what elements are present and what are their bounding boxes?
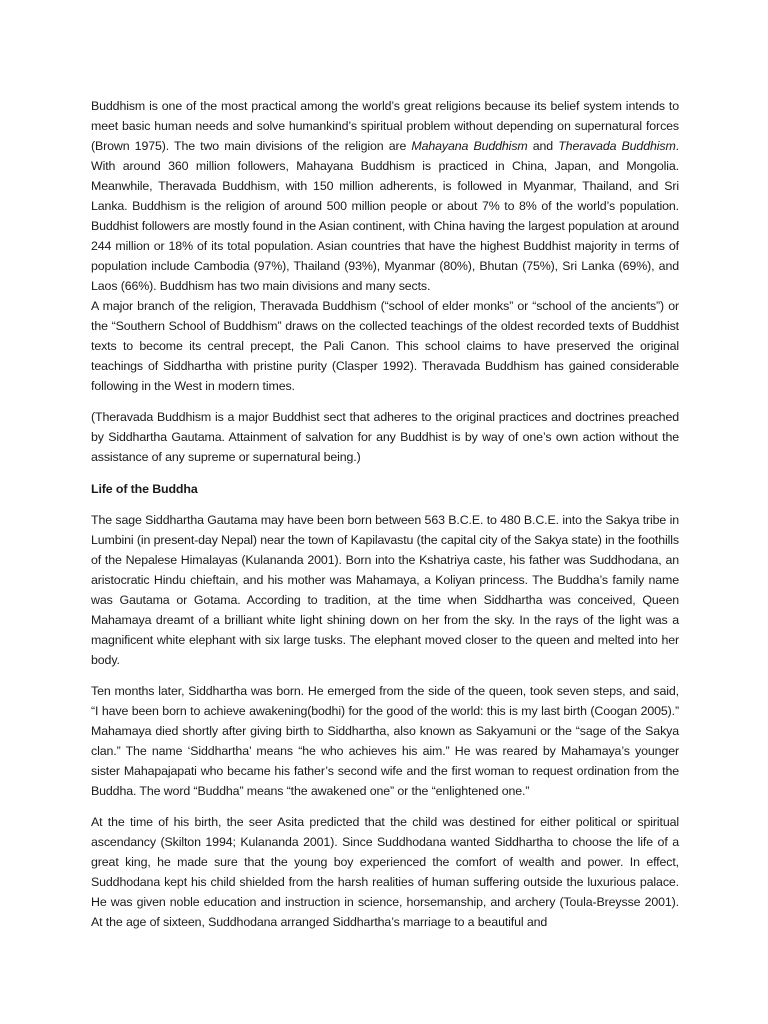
intro-text-after: . With around 360 million followers, Mahayana Buddhism is practiced in China, Japan, and Mongolia. Meanwhile, Theravada Buddhism, with 150 million adherents, is followed in Myanmar, Thailand, and Sri Lanka. Buddhism is the religion of around 500 million people or about 7% to 8% of the world’s population. Buddhist followers are mostly found in the Asian continent, with China having the largest population at around 244 million or 18% of its total population. Asian countries that have the highest Buddhist majority in terms of population include Cambodia (97%), Thailand (93%), Myanmar (80%), Bhutan (75%), Sri Lanka (69%), and Laos (66%). Buddhism has two main divisions and many sects.	[91, 139, 679, 293]
section-heading: Life of the Buddha	[91, 482, 198, 496]
childhood-paragraph: At the time of his birth, the seer Asita predicted that the child was destined for either political or spiritual ascendancy (Skilton 1994; Kulananda 2001). Since Suddhodana wanted Siddhartha to choose the life of a great king, he made sure that the young boy experienced the comfort of wealth and power. In effect, Suddhodana kept his child shielded from the harsh realities of human suffering outside the luxurious palace. He was given noble education and instruction in science, horsemanship, and archery (Toula-Breysse 2001). At the age of sixteen, Suddhodana arranged Siddhartha’s marriage to a beautiful and	[91, 815, 679, 929]
mahayana-term: Mahayana Buddhism	[411, 139, 528, 153]
note-paragraph: (Theravada Buddhism is a major Buddhist sect that adheres to the original practices and doctrines preached by Siddhartha Gautama. Attainment of salvation for any Buddhist is by way of one’s own action without the assistance of any supreme or supernatural being.)	[91, 410, 679, 464]
birth-paragraph: The sage Siddhartha Gautama may have been born between 563 B.C.E. to 480 B.C.E. into the Sakya tribe in Lumbini (in present-day Nepal) near the town of Kapilavastu (the capital city of the Sakya state) in the foothills of the Nepalese Himalayas (Kulananda 2001). Born into the Kshatriya caste, his father was Suddhodana, an aristocratic Hindu chieftain, and his mother was Mahamaya, a Koliyan princess. The Buddha’s family name was Gautama or Gotama. According to tradition, at the time when Siddhartha was conceived, Queen Mahamaya dreamt of a brilliant white light shining down on her from the sky. In the rays of the light was a magnificent white elephant with six large tusks. The elephant moved closer to the queen and melted into her body.	[91, 513, 679, 667]
document-body	[91, 96, 679, 932]
siddhartha-paragraph: Ten months later, Siddhartha was born. He emerged from the side of the queen, took seven steps, and said, “I have been born to achieve awakening(bodhi) for the good of the world: this is my last birth (Coogan 2005).” Mahamaya died shortly after giving birth to Siddhartha, also known as Sakyamuni or the “sage of the Sakya clan.” The name ‘Siddhartha’ means “he who achieves his aim.” He was reared by Mahamaya’s younger sister Mahapajapati who became his father’s second wife and the first woman to request ordination from the Buddha. The word “Buddha” means “the awakened one” or the “enlightened one.”	[91, 684, 679, 798]
intro-paragraph	[91, 96, 679, 296]
intro-text-before: Buddhism is one of the most practical among the world’s great religions because its belief system intends to meet basic human needs and solve humankind’s spiritual problem without depending on supernatural forces (Brown 1975). The two main divisions of the religion are	[91, 99, 679, 153]
theravada-term: Theravada Buddhism	[558, 139, 676, 153]
theravada-paragraph: A major branch of the religion, Theravada Buddhism (“school of elder monks” or “school of the ancients”) or the “Southern School of Buddhism” draws on the collected teachings of the oldest recorded texts of Buddhist texts to become its central precept, the Pali Canon. This school claims to have preserved the original teachings of Siddhartha with pristine purity (Clasper 1992). Theravada Buddhism has gained considerable following in the West in modern times.	[91, 299, 679, 393]
intro-text-middle: and	[527, 139, 559, 153]
